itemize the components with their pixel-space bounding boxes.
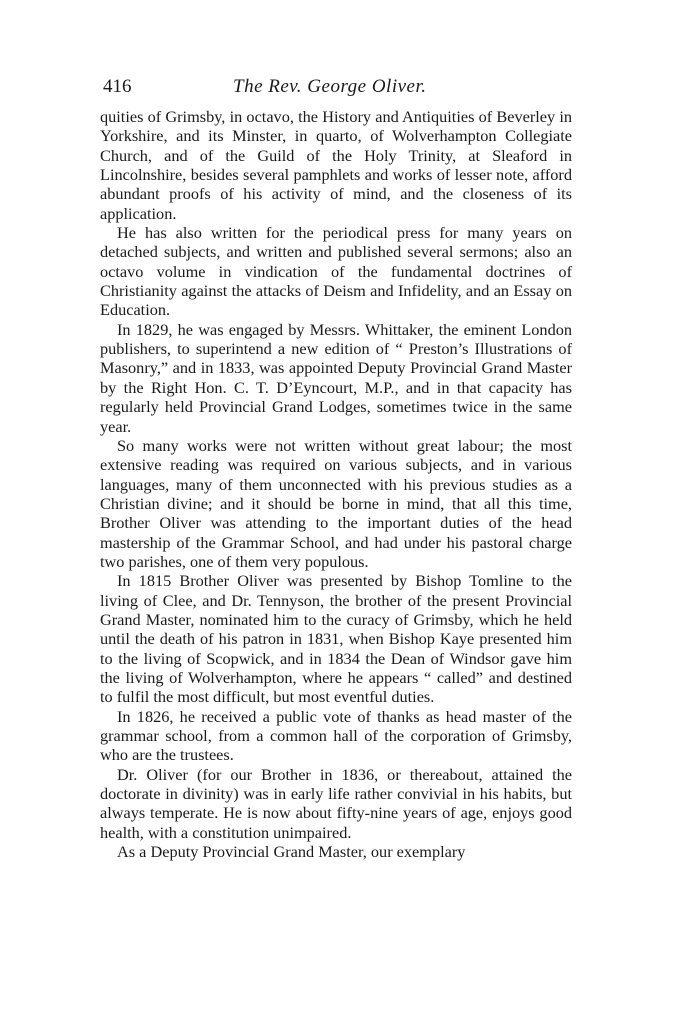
running-title: The Rev. George Oliver. bbox=[233, 76, 427, 97]
body-text bbox=[100, 107, 572, 861]
paragraph: He has also written for the periodical press for many years on detached subjects, and written and published several sermons; also an octavo volume in vindication of the fundamental doctrines of Christianity against the attacks of Deism and Infidelity, and an Essay on Education. bbox=[100, 223, 572, 320]
paragraph-continued: quities of Grimsby, in octavo, the History and Antiquities of Beverley in Yorkshire, and its Minster, in quarto, of Wolverhampton Collegiate Church, and of the Guild of the Holy Trinity, at Sleaford in Lincolnshire, besides several pamphlets and works of lesser note, afford abundant proofs of his activity of mind, and the closeness of its application. bbox=[100, 107, 572, 223]
paragraph: In 1815 Brother Oliver was presented by Bishop Tomline to the living of Clee, and Dr. Tennyson, the brother of the present Provincial Grand Master, nominated him to the curacy of Grimsby, which he held until the death of his patron in 1831, when Bishop Kaye presented him to the living of Scopwick, and in 1834 the Dean of Windsor gave him the living of Wolverhampton, where he appears “ called” and destined to fulfil the most difficult, but most eventful duties. bbox=[100, 571, 572, 707]
paragraph: As a Deputy Provincial Grand Master, our exemplary bbox=[117, 842, 466, 862]
paragraph: Dr. Oliver (for our Brother in 1836, or thereabout, attained the doctorate in divinity) was in early life rather convivial in his habits, but always temperate. He is now about fifty-nine years of age, enjoys good health, with a constitution unimpaired. bbox=[100, 764, 572, 842]
paragraph: So many works were not written without great labour; the most extensive reading was required on various subjects, and in various languages, many of them unconnected with his previous studies as a Christian divine; and it should be borne in mind, that all this time, Brother Oliver was attending to the important duties of the head mastership of the Grammar School, and had under his pastoral charge two parishes, one of them very populous. bbox=[100, 435, 572, 571]
paragraph: In 1826, he received a public vote of thanks as head master of the grammar school, from a common hall of the corporation of Grimsby, who are the trustees. bbox=[100, 706, 572, 765]
book-page bbox=[100, 76, 572, 861]
page-number: 416 bbox=[103, 76, 132, 97]
running-head bbox=[100, 76, 572, 106]
paragraph: In 1829, he was engaged by Messrs. Whittaker, the eminent London publishers, to superintend a new edition of “ Preston’s Illustrations of Masonry,” and in 1833, was appointed Deputy Provincial Grand Master by the Right Hon. C. T. D’Eyncourt, M.P., and in that capacity has regularly held Provincial Grand Lodges, sometimes twice in the same year. bbox=[100, 319, 572, 436]
